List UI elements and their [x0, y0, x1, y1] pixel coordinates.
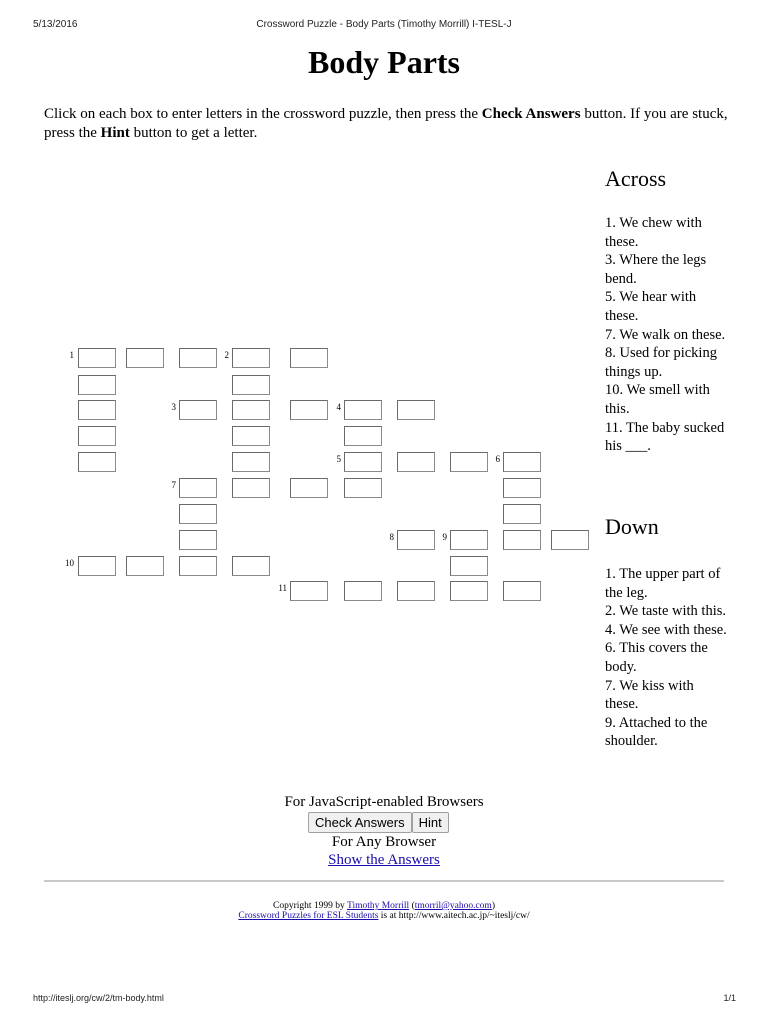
email-link[interactable]: tmorril@yahoo.com: [414, 901, 492, 911]
author-link[interactable]: Timothy Morrill: [346, 901, 410, 911]
clue-number-10: 10: [65, 558, 74, 568]
crossword-cell[interactable]: [232, 348, 270, 368]
hint-button[interactable]: Hint: [412, 812, 449, 833]
crossword-cell[interactable]: [232, 556, 270, 576]
esl-crossword-link[interactable]: Crossword Puzzles for ESL Students: [238, 911, 379, 921]
page-title: Body Parts: [308, 44, 460, 80]
copyright-close-paren: ): [491, 901, 495, 911]
across-clue: 5. We hear with these.: [605, 289, 697, 324]
crossword-cell[interactable]: [126, 556, 164, 576]
across-clue: 3. Where the legs bend.: [605, 252, 707, 287]
across-clue: 1. We chew with these.: [605, 215, 702, 250]
clue-number-9: 9: [442, 532, 447, 542]
across-clue: 7. We walk on these.: [605, 326, 726, 343]
crossword-cell[interactable]: [290, 478, 328, 498]
clue-number-6: 6: [495, 454, 500, 464]
crossword-cell[interactable]: [551, 530, 589, 550]
clue-number-7: 7: [171, 480, 176, 490]
crossword-cell[interactable]: [290, 400, 328, 420]
crossword-cell[interactable]: [179, 556, 217, 576]
across-heading: Across: [605, 166, 667, 191]
any-browser-label: For Any Browser: [331, 834, 437, 850]
print-footer-page: 1/1: [723, 993, 736, 1003]
print-header-title: Crossword Puzzle - Body Parts (Timothy Morrill) I-TESL-J: [256, 19, 512, 30]
crossword-cell[interactable]: [232, 400, 270, 420]
crossword-cell[interactable]: [503, 581, 541, 601]
crossword-cell[interactable]: [78, 375, 116, 395]
instructions: [44, 105, 734, 143]
across-clue-list: [605, 214, 730, 456]
crossword-cell[interactable]: [344, 426, 382, 446]
crossword-cell[interactable]: [503, 530, 541, 550]
down-clues: [605, 514, 730, 751]
show-answers-link[interactable]: Show the Answers: [328, 852, 440, 868]
crossword-cell[interactable]: [344, 452, 382, 472]
crossword-cell[interactable]: [179, 400, 217, 420]
check-answers-button[interactable]: Check Answers: [308, 812, 412, 833]
crossword-cell[interactable]: [78, 400, 116, 420]
print-footer-url: http://iteslj.org/cw/2/tm-body.html: [33, 993, 164, 1003]
down-clue: 6. This covers the body.: [605, 640, 708, 675]
across-clue: 11. The baby sucked his ___.: [605, 419, 725, 455]
down-clue: 2. We taste with this.: [605, 603, 726, 620]
crossword-cell[interactable]: [344, 400, 382, 420]
crossword-cell[interactable]: [503, 478, 541, 498]
site-url-text: is at http://www.aitech.ac.jp/~iteslj/cw/: [378, 911, 530, 921]
crossword-cell[interactable]: [78, 426, 116, 446]
crossword-cell[interactable]: [232, 375, 270, 395]
clue-number-4: 4: [336, 402, 341, 412]
crossword-cell[interactable]: [78, 348, 116, 368]
crossword-cell[interactable]: [503, 504, 541, 524]
crossword-cell[interactable]: [232, 426, 270, 446]
crossword-cell[interactable]: [290, 581, 328, 601]
crossword-cell[interactable]: [397, 452, 435, 472]
crossword-cell[interactable]: [450, 452, 488, 472]
crossword-cell[interactable]: [450, 530, 488, 550]
crossword-cell[interactable]: [450, 581, 488, 601]
crossword-cell[interactable]: [232, 478, 270, 498]
copyright-prefix: Copyright 1999 by: [272, 901, 347, 911]
javascript-browsers-label: For JavaScript-enabled Browsers: [284, 794, 484, 810]
clue-number-1: 1: [69, 350, 74, 360]
crossword-cell[interactable]: [179, 504, 217, 524]
clue-number-3: 3: [171, 402, 176, 412]
clue-number-11: 11: [278, 583, 287, 593]
crossword-cell[interactable]: [450, 556, 488, 576]
instructions-text-2: button. If you are stuck, press the: [44, 106, 728, 141]
down-clue: 7. We kiss with these.: [605, 677, 694, 713]
crossword-cell[interactable]: [179, 478, 217, 498]
clue-number-2: 2: [224, 350, 229, 360]
down-clue: 1. The upper part of the leg.: [605, 566, 721, 601]
down-clue: 4. We see with these.: [605, 621, 727, 638]
across-clue: 8. Used for picking things up.: [605, 345, 717, 380]
across-clue: 10. We smell with this.: [605, 382, 710, 417]
crossword-cell[interactable]: [126, 348, 164, 368]
crossword-cell[interactable]: [78, 452, 116, 472]
crossword-cell[interactable]: [179, 348, 217, 368]
instructions-text-3: button to get a letter.: [129, 125, 258, 141]
crossword-cell[interactable]: [232, 452, 270, 472]
clue-number-5: 5: [336, 454, 341, 464]
instructions-text-1: Click on each box to enter letters in the crossword puzzle, then press the: [44, 106, 482, 122]
crossword-cell[interactable]: [179, 530, 217, 550]
site-line: [0, 910, 768, 922]
crossword-cell[interactable]: [344, 581, 382, 601]
instructions-hint: Hint: [100, 125, 130, 141]
crossword-cell[interactable]: [344, 478, 382, 498]
across-clues: [605, 166, 730, 456]
instructions-check-answers: Check Answers: [481, 106, 581, 122]
down-clue-list: [605, 565, 730, 751]
crossword-cell[interactable]: [290, 348, 328, 368]
crossword-cell[interactable]: [397, 400, 435, 420]
crossword-cell[interactable]: [503, 452, 541, 472]
crossword-cell[interactable]: [397, 581, 435, 601]
crossword-cell[interactable]: [78, 556, 116, 576]
crossword-cell[interactable]: [397, 530, 435, 550]
divider: [44, 880, 724, 882]
down-heading: Down: [605, 514, 659, 539]
down-clue: 9. Attached to the shoulder.: [605, 714, 708, 750]
copyright-open-paren: (: [409, 901, 415, 911]
print-header-date: 5/13/2016: [33, 19, 78, 30]
button-row: [308, 812, 449, 833]
clue-number-8: 8: [389, 532, 394, 542]
